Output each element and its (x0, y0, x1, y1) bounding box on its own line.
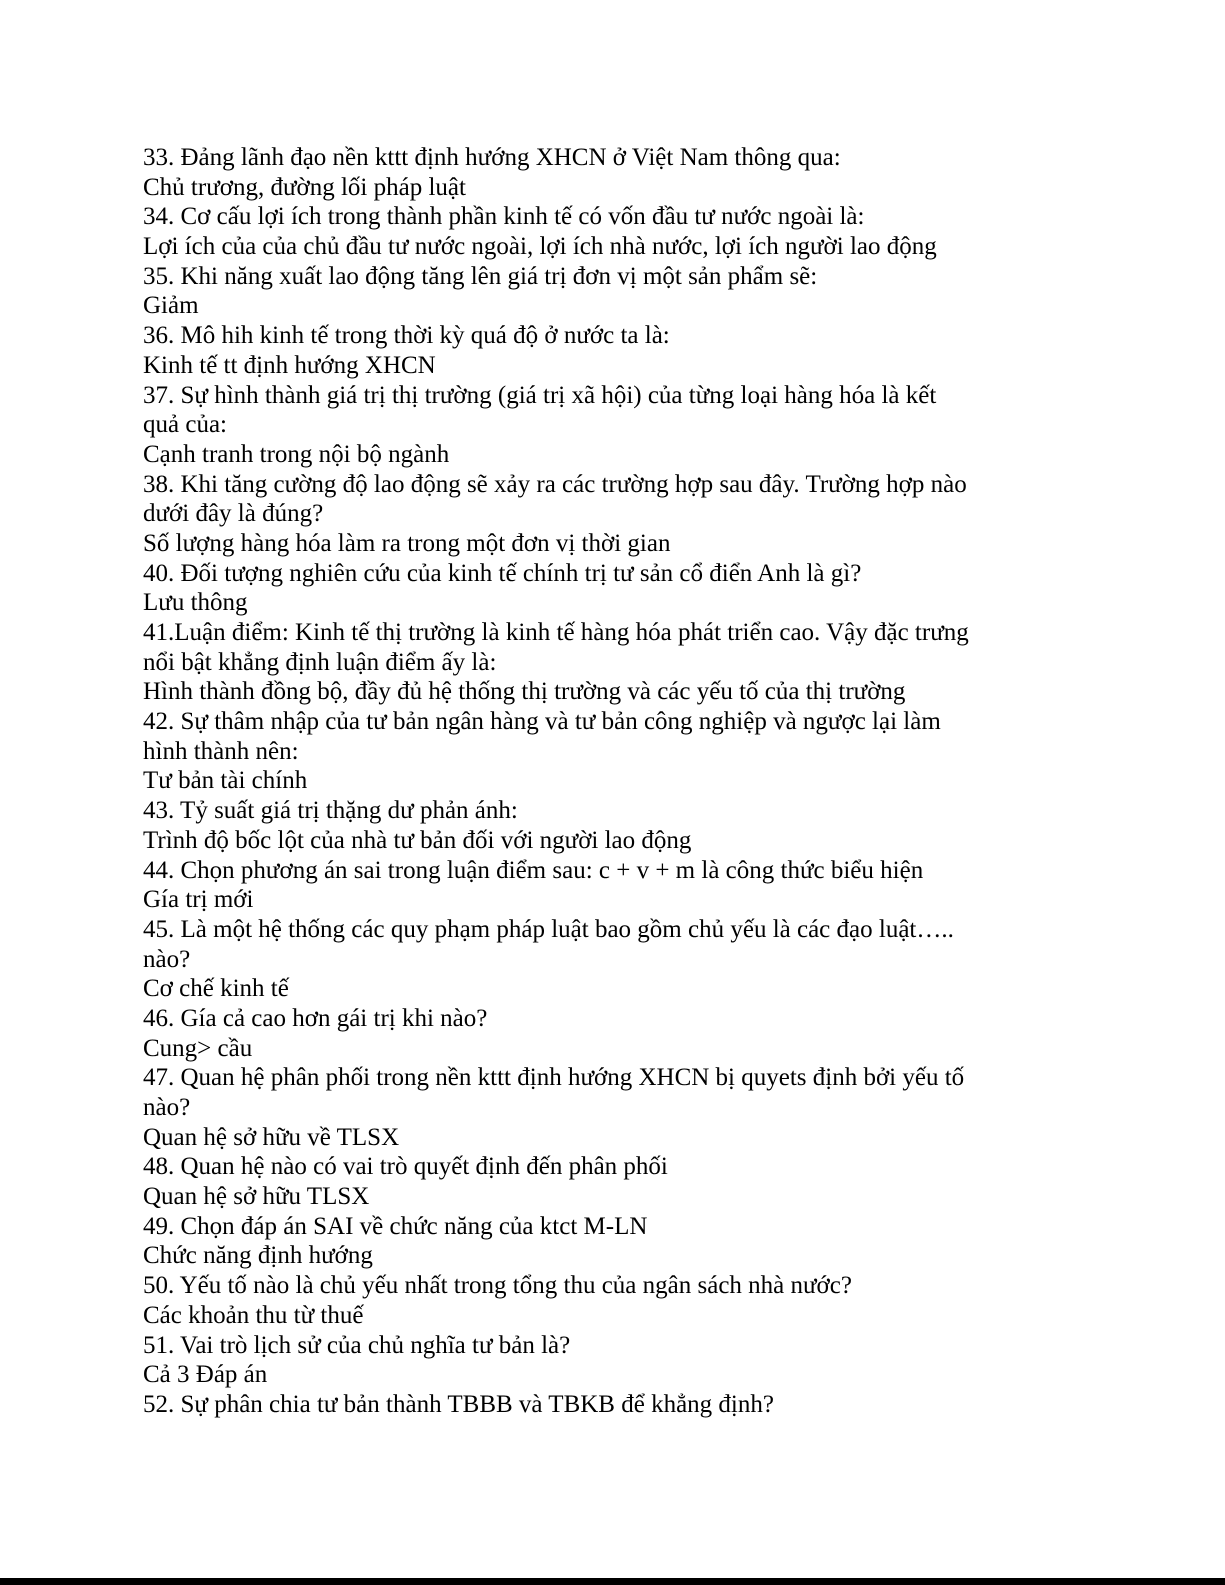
question-35: 35. Khi năng xuất lao động tăng lên giá trị đơn vị một sản phẩm sẽ: (143, 262, 818, 290)
question-46: 46. Gía cả cao hơn gái trị khi nào? (143, 1004, 488, 1032)
answer-50: Các khoản thu từ thuế (143, 1301, 364, 1329)
question-34: 34. Cơ cấu lợi ích trong thành phần kinh tế có vốn đầu tư nước ngoài là: (143, 203, 865, 231)
answer-35: Giảm (143, 292, 199, 320)
answer-40: Lưu thông (143, 589, 248, 617)
answer-46: Cung> cầu (143, 1034, 253, 1062)
question-37-cont: quả của: (143, 411, 227, 439)
question-51: 51. Vai trò lịch sử của chủ nghĩa tư bản là? (143, 1331, 571, 1359)
answer-38: Số lượng hàng hóa làm ra trong một đơn vị thời gian (143, 529, 671, 557)
document-body (143, 143, 1023, 1420)
question-38-cont: dưới đây là đúng? (143, 500, 324, 528)
answer-49: Chức năng định hướng (143, 1242, 373, 1270)
answer-34: Lợi ích của của chủ đầu tư nước ngoài, lợi ích nhà nước, lợi ích người lao động (143, 233, 937, 261)
answer-51: Cả 3 Đáp án (143, 1361, 268, 1389)
answer-47: Quan hệ sở hữu về TLSX (143, 1123, 400, 1151)
answer-41: Hình thành đồng bộ, đầy đủ hệ thống thị trường và các yếu tố của thị trường (143, 678, 906, 706)
question-40: 40. Đối tượng nghiên cứu của kinh tế chính trị tư sản cổ điển Anh là gì? (143, 559, 862, 587)
question-47: 47. Quan hệ phân phối trong nền kttt định hướng XHCN bị quyets định bởi yếu tố (143, 1064, 965, 1092)
question-43: 43. Tỷ suất giá trị thặng dư phản ánh: (143, 797, 518, 825)
question-42-cont: hình thành nên: (143, 737, 299, 765)
question-36: 36. Mô hih kinh tế trong thời kỳ quá độ ở nước ta là: (143, 322, 670, 350)
question-41-cont: nổi bật khẳng định luận điểm ấy là: (143, 648, 497, 676)
question-42: 42. Sự thâm nhập của tư bản ngân hàng và tư bản công nghiệp và ngược lại làm (143, 708, 941, 736)
answer-45: Cơ chế kinh tế (143, 975, 289, 1003)
answer-43: Trình độ bốc lột của nhà tư bản đối với người lao động (143, 826, 692, 854)
answer-37: Cạnh tranh trong nội bộ ngành (143, 440, 450, 468)
answer-42: Tư bản tài chính (143, 767, 308, 795)
question-38: 38. Khi tăng cường độ lao động sẽ xảy ra các trường hợp sau đây. Trường hợp nào (143, 470, 967, 498)
question-50: 50. Yếu tố nào là chủ yếu nhất trong tổng thu của ngân sách nhà nước? (143, 1272, 852, 1300)
question-52: 52. Sự phân chia tư bản thành TBBB và TBKB để khẳng định? (143, 1390, 774, 1418)
answer-33: Chủ trương, đường lối pháp luật (143, 173, 466, 201)
question-37: 37. Sự hình thành giá trị thị trường (giá trị xã hội) của từng loại hàng hóa là kết (143, 381, 937, 409)
question-33: 33. Đảng lãnh đạo nền kttt định hướng XHCN ở Việt Nam thông qua: (143, 144, 841, 171)
question-41: 41.Luận điểm: Kinh tế thị trường là kinh tế hàng hóa phát triển cao. Vậy đặc trưng (143, 619, 969, 646)
answer-48: Quan hệ sở hữu TLSX (143, 1183, 370, 1211)
question-45: 45. Là một hệ thống các quy phạm pháp luật bao gồm chủ yếu là các đạo luật….. (143, 915, 954, 943)
question-49: 49. Chọn đáp án SAI về chức năng của ktct M-LN (143, 1212, 648, 1240)
question-45-cont: nào? (143, 945, 191, 973)
question-44: 44. Chọn phương án sai trong luận điểm sau: c + v + m là công thức biểu hiện (143, 856, 924, 884)
page-bottom-border (0, 1578, 1225, 1585)
answer-36: Kinh tế tt định hướng XHCN (143, 351, 436, 379)
answer-44: Gía trị mới (143, 886, 254, 914)
question-48: 48. Quan hệ nào có vai trò quyết định đến phân phối (143, 1153, 668, 1181)
question-47-cont: nào? (143, 1094, 191, 1121)
